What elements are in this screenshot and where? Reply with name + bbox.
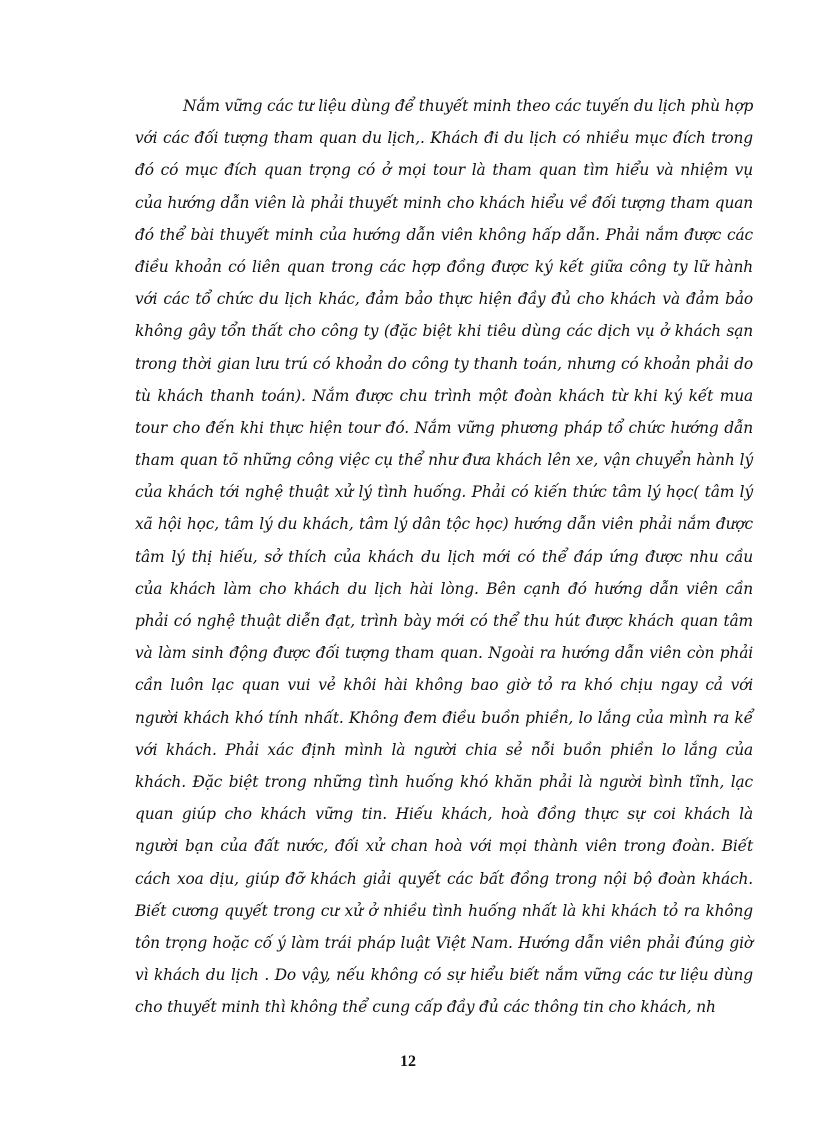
paragraph-line: của khách tới nghệ thuật xử lý tình huống. Phải có kiến thức tâm lý học( tâm lý <box>135 483 753 502</box>
page-number: 12 <box>400 1053 416 1070</box>
paragraph-line: người bạn của đất nước, đối xử chan hoà với mọi thành viên trong đoàn. Biết <box>135 837 753 856</box>
paragraph-line: khách. Đặc biệt trong những tình huống khó khăn phải là người bình tĩnh, lạc <box>135 772 753 791</box>
paragraph-line: đó thể bài thuyết minh của hướng dẫn viên không hấp dẫn. Phải nắm được các <box>135 225 753 244</box>
paragraph-line: cho thuyết minh thì không thể cung cấp đầy đủ các thông tin cho khách, nh <box>135 998 716 1017</box>
paragraph-line: và làm sinh động được đối tượng tham quan. Ngoài ra hướng dẫn viên còn phải <box>135 644 753 663</box>
paragraph-line: tôn trọng hoặc cố ý làm trái pháp luật Việt Nam. Hướng dẫn viên phải đúng giờ <box>135 933 753 952</box>
paragraph-line: tham quan tõ những công việc cụ thể như đưa khách lên xe, vận chuyển hành lý <box>135 451 753 470</box>
paragraph-line: điều khoản có liên quan trong các hợp đồng được ký kết giữa công ty lữ hành <box>135 257 753 276</box>
paragraph-line: Nắm vững các tư liệu dùng để thuyết minh theo các tuyến du lịch phù hợp <box>183 97 754 115</box>
paragraph-line: không gây tổn thất cho công ty (đặc biệt khi tiêu dùng các dịch vụ ở khách sạn <box>135 322 753 341</box>
paragraph-line: xã hội học, tâm lý du khách, tâm lý dân tộc học) hướng dẫn viên phải nắm được <box>135 515 753 534</box>
paragraph-line: tour cho đến khi thực hiện tour đó. Nắm vững phương pháp tổ chức hướng dẫn <box>135 418 753 437</box>
paragraph-line: của hướng dẫn viên là phải thuyết minh cho khách hiểu về đối tượng tham quan <box>135 193 753 212</box>
paragraph-line: người khách khó tính nhất. Không đem điều buồn phiền, lo lắng của mình ra kể <box>135 708 753 727</box>
paragraph-line: tù khách thanh toán). Nắm được chu trình một đoàn khách từ khi ký kết mua <box>135 386 753 405</box>
paragraph-line: quan giúp cho khách vững tin. Hiếu khách, hoà đồng thực sự coi khách là <box>135 805 753 824</box>
paragraph-line: cách xoa dịu, giúp đỡ khách giải quyết các bất đồng trong nội bộ đoàn khách. <box>135 869 753 888</box>
paragraph-line: với khách. Phải xác định mình là người chia sẻ nỗi buồn phiền lo lắng của <box>135 740 753 759</box>
paragraph-line: vì khách du lịch . Do vậy, nếu không có sự hiểu biết nắm vững các tư liệu dùng <box>135 966 753 985</box>
body-paragraph <box>135 90 753 1023</box>
paragraph-line: trong thời gian lưu trú có khoản do công ty thanh toán, nhưng có khoản phải do <box>135 354 753 373</box>
paragraph-line: tâm lý thị hiếu, sở thích của khách du lịch mới có thể đáp ứng được nhu cầu <box>135 547 753 566</box>
paragraph-line: cần luôn lạc quan vui vẻ khôi hài không bao giờ tỏ ra khó chịu ngay cả với <box>135 676 753 695</box>
paragraph-line: với các tổ chức du lịch khác, đảm bảo thực hiện đầy đủ cho khách và đảm bảo <box>135 290 753 309</box>
paragraph-line: Biết cương quyết trong cư xử ở nhiều tình huống nhất là khi khách tỏ ra không <box>135 901 753 920</box>
paragraph-line: đó có mục đích quan trọng có ở mọi tour là tham quan tìm hiểu và nhiệm vụ <box>135 161 753 180</box>
paragraph-line: phải có nghệ thuật diễn đạt, trình bày mới có thể thu hút được khách quan tâm <box>135 612 753 630</box>
paragraph-line: với các đối tượng tham quan du lịch,. Khách đi du lịch có nhiều mục đích trong <box>135 129 753 148</box>
paragraph-line: của khách làm cho khách du lịch hài lòng. Bên cạnh đó hướng dẫn viên cần <box>135 579 753 598</box>
